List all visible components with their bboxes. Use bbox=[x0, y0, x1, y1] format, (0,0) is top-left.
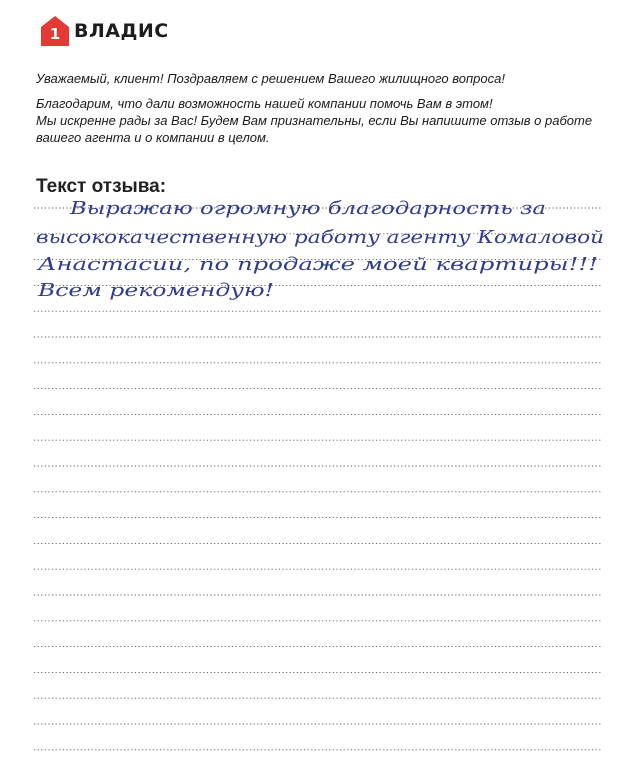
thanks-line-2: Мы искренне рады за Вас! Будем Вам признательны, если Вы напишите отзыв о работе bbox=[36, 113, 593, 128]
greeting-paragraph: Уважаемый, клиент! Поздравляем с решением Вашего жилищного вопроса! bbox=[36, 71, 505, 86]
review-writing-area bbox=[34, 0, 602, 768]
thanks-line-1: Благодарим, что дали возможность нашей компании помочь Вам в этом! bbox=[36, 96, 493, 111]
brand-name: ВЛАДИС bbox=[74, 20, 169, 42]
handwritten-line-3: Анастасии, по продаже моей квартиры!!! bbox=[35, 254, 598, 275]
review-heading: Текст отзыва: bbox=[36, 176, 167, 197]
thanks-line-3: вашего агента и о компании в целом. bbox=[36, 130, 270, 145]
handwritten-line-1: Выражаю огромную благодарность за bbox=[68, 198, 546, 219]
handwritten-line-4: Всем рекомендую! bbox=[36, 280, 275, 301]
handwritten-line-2: высококачественную работу агенту Комаловой bbox=[36, 227, 604, 248]
logo-digit: 1 bbox=[49, 25, 61, 43]
